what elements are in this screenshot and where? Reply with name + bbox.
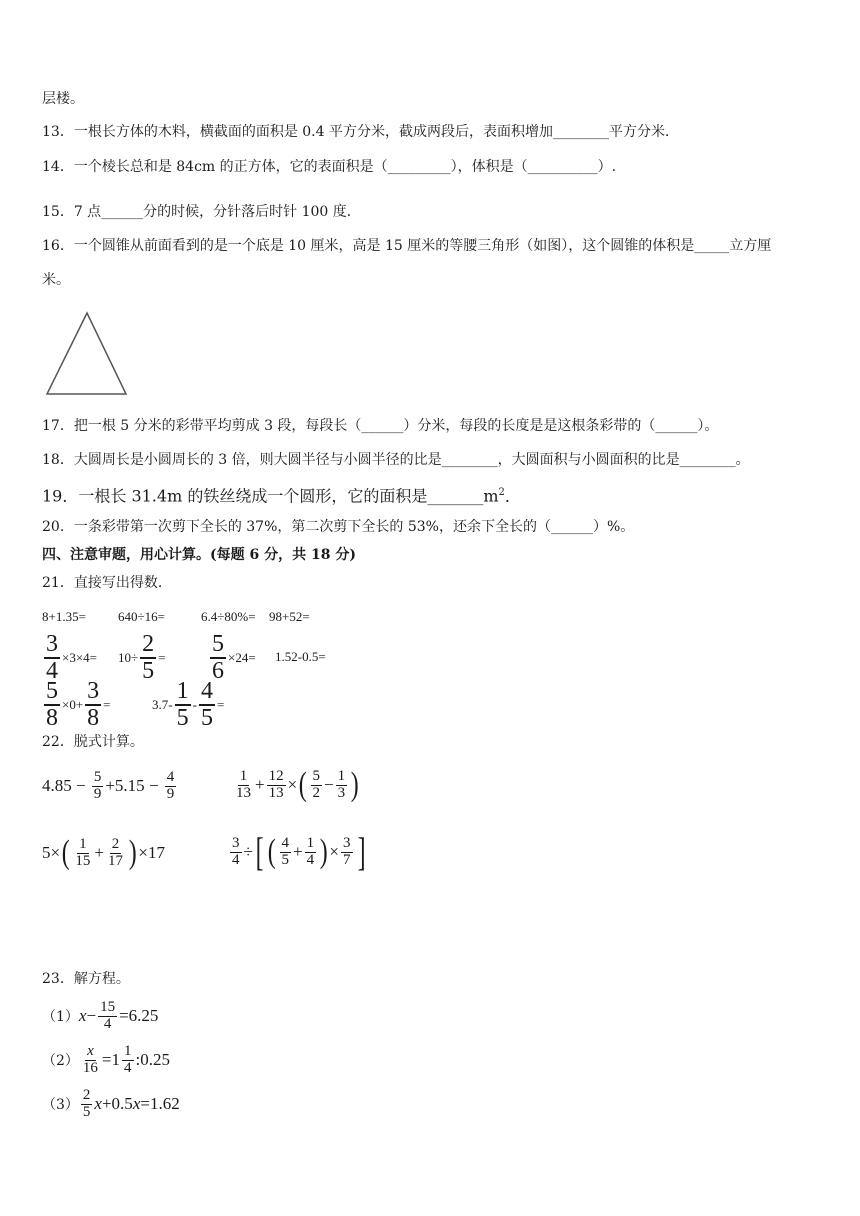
text-line: 层楼。 [42, 91, 84, 107]
question-17: 17．把一根 5 分米的彩带平均剪成 3 段，每段长（______）分米，每段的长度是是这根条彩带的（______）。 [42, 418, 719, 434]
question-23: 23．解方程。 [42, 971, 130, 987]
calc-item: 3.7- $\frac{1}{5}$ - $\frac{4}{5}$ = [152, 678, 225, 732]
question-18: 18．大圆周长是小圆周长的 3 倍，则大圆半径与小圆半径的比是________，大圆面积与小圆面积的比是________。 [42, 452, 750, 468]
calc-item: 10÷ $\frac{2}{5}$ = [118, 631, 166, 685]
fraction: $\frac{3}{4}$ [232, 834, 240, 868]
calc-item: 1.52-0.5= [275, 649, 326, 664]
fraction: $\frac{4}{5}$ [281, 834, 289, 868]
calc-item: 6.4÷80%= [201, 609, 256, 624]
question-14: 14．一个棱长总和是 84cm 的正方体，它的表面积是（_________），体积是（__________）. [42, 159, 617, 175]
question-19 [42, 483, 521, 506]
isosceles-triangle-figure [44, 310, 130, 398]
question-13: 13．一根长方体的木料，横截面的面积是 0.4 平方分米，截成两段后，表面积增加________平方分米． [42, 124, 679, 140]
equation-3: （3） $\frac{2}{5}$ x +0.5 x = 1.62 [42, 1087, 180, 1120]
calc-item: $\frac{5}{8}$ ×0+ $\frac{3}{8}$ = [46, 678, 111, 732]
equation-2: （2） $\frac{x}{16}$ = 1 $\frac{1}{4}$ :0.25 [42, 1043, 170, 1076]
fraction: $\frac{12}{13}$ [268, 767, 284, 801]
fraction: $\frac{3}{8}$ [87, 678, 100, 732]
fraction: $\frac{x}{16}$ [82, 1043, 98, 1076]
question-16: 16．一个圆锥从前面看到的是一个底是 10 厘米，高是 15 厘米的等腰三角形（如图），这个圆锥的体积是_____立方厘 [42, 238, 772, 254]
fraction: $\frac{5}{8}$ [46, 678, 58, 732]
section-4-heading: 四、注意审题，用心计算。(每题 6 分，共 18 分) [42, 547, 356, 563]
question-20: 20．一条彩带第一次剪下全长的 37%，第二次剪下全长的 53%，还余下全长的（______）%。 [42, 519, 635, 535]
fraction: $\frac{4}{5}$ [200, 678, 213, 732]
fraction: $\frac{3}{4}$ [46, 631, 58, 685]
calc-item: $\frac{3}{4}$ ×3×4= [46, 631, 97, 685]
expression-2: $\frac{1}{13}$ + $\frac{12}{13}$ × ( $\frac{5}{2}$ − $\frac{1}{3}$ ) [236, 766, 359, 803]
question-19-text: 19．一根长 31.4m 的铁丝绕成一个圆形，它的面积是_______m [42, 486, 499, 506]
fraction: $\frac{15}{4}$ [100, 999, 116, 1032]
fraction: $\frac{2}{5}$ [82, 1087, 91, 1120]
question-19-exponent: 2 [498, 487, 505, 498]
equation-1: （1） x − $\frac{15}{4}$ = 6.25 [42, 999, 159, 1032]
question-22: 22．脱式计算。 [42, 734, 144, 750]
question-19-end: ． [504, 486, 521, 506]
calc-item: 8+1.35= [42, 609, 86, 624]
fraction: $\frac{1}{3}$ [337, 767, 346, 801]
question-16-cont: 米。 [42, 272, 70, 288]
fraction: $\frac{1}{13}$ [236, 767, 251, 801]
fraction: $\frac{1}{5}$ [176, 678, 189, 732]
calc-item: 640÷16= [118, 609, 165, 624]
fraction: $\frac{5}{2}$ [312, 767, 321, 801]
expression-3: 5 × ( $\frac{1}{15}$ + $\frac{2}{17}$ ) × 17 [42, 834, 165, 871]
fraction: $\frac{1}{4}$ [306, 834, 315, 868]
calc-item: 98+52= [269, 609, 310, 624]
fraction: $\frac{2}{5}$ [142, 631, 155, 685]
fraction: $\frac{5}{9}$ [93, 769, 102, 802]
fraction: $\frac{2}{17}$ [108, 835, 124, 869]
expression-1: 4.85 − $\frac{5}{9}$ +5.15 − $\frac{4}{9}$ [42, 769, 175, 802]
fraction: $\frac{3}{7}$ [343, 834, 351, 868]
fraction: $\frac{1}{15}$ [75, 835, 91, 869]
fraction: $\frac{5}{6}$ [212, 631, 224, 685]
question-21: 21．直接写出得数. [42, 575, 163, 591]
fraction: $\frac{4}{9}$ [166, 769, 175, 802]
fraction: $\frac{1}{4}$ [124, 1043, 132, 1076]
question-15: 15．7 点______分的时候，分针落后时针 100 度． [42, 204, 361, 220]
expression-4: $\frac{3}{4}$ ÷ [ ( $\frac{4}{5}$ + $\frac{1}{4}$ ) × $\frac{3}{7}$ ] [232, 829, 366, 874]
calc-item: $\frac{5}{6}$ ×24= [212, 631, 256, 685]
